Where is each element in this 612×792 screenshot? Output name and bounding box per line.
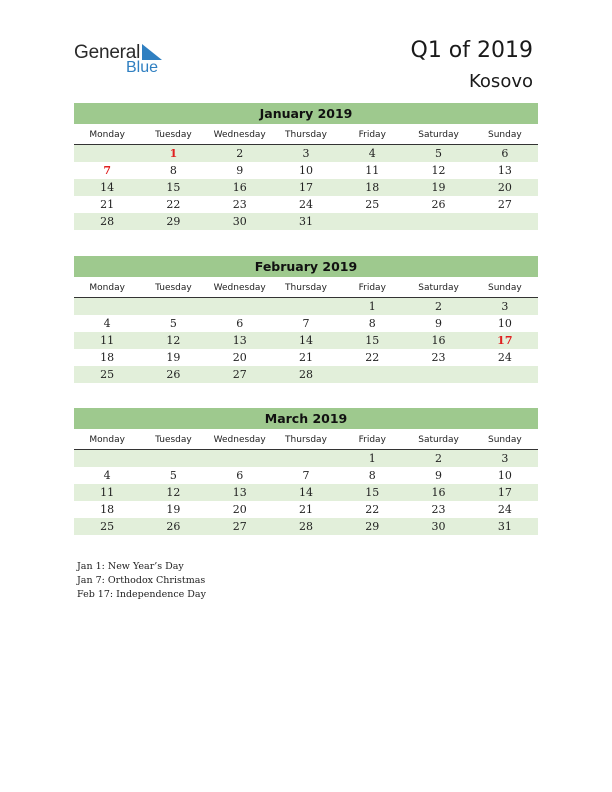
weekday-label: Monday [89, 283, 125, 293]
day-cell: 1 [368, 452, 376, 465]
day-cell: 1 [169, 147, 178, 160]
day-cell: 9 [435, 317, 443, 330]
day-cell: 31 [298, 215, 313, 228]
day-cell: 17 [497, 486, 512, 499]
day-cell: 15 [365, 486, 380, 499]
weekday-label: Saturday [418, 435, 459, 445]
day-cell: 21 [298, 351, 313, 364]
week-row [74, 366, 538, 383]
day-cell: 13 [232, 334, 247, 347]
day-cell: 3 [302, 147, 310, 160]
day-cell: 20 [232, 351, 247, 364]
empty-day-cell [74, 145, 140, 162]
day-cell: 26 [431, 198, 446, 211]
holiday-note: Feb 17: Independence Day [77, 589, 206, 600]
day-cell: 4 [103, 469, 111, 482]
month-calendar-january [74, 103, 538, 230]
logo [74, 42, 184, 78]
day-cell: 10 [298, 164, 313, 177]
day-cell: 9 [236, 164, 244, 177]
day-cell: 23 [232, 198, 247, 211]
day-cell: 16 [431, 334, 446, 347]
week-row [74, 501, 538, 518]
day-cell: 12 [166, 486, 181, 499]
weekday-label: Tuesday [155, 283, 192, 293]
day-cell: 12 [166, 334, 181, 347]
empty-day-cell [140, 450, 206, 467]
month-calendar-march [74, 408, 538, 535]
day-cell: 22 [365, 503, 380, 516]
day-cell: 16 [232, 181, 247, 194]
day-cell: 5 [169, 317, 177, 330]
logo-text-blue: Blue [126, 59, 159, 76]
day-cell: 26 [166, 368, 181, 381]
empty-day-cell [74, 298, 140, 315]
day-cell: 2 [236, 147, 244, 160]
day-cell: 8 [368, 469, 376, 482]
day-cell: 11 [100, 334, 115, 347]
day-cell: 23 [431, 351, 446, 364]
day-cell: 18 [100, 351, 115, 364]
weekday-label: Thursday [285, 130, 327, 140]
day-cell: 23 [431, 503, 446, 516]
day-cell: 28 [298, 520, 313, 533]
day-cell: 22 [365, 351, 380, 364]
weekday-label: Monday [89, 435, 125, 445]
week-row [74, 315, 538, 332]
day-cell: 15 [166, 181, 181, 194]
page-title: Q1 of 2019 [410, 38, 533, 63]
day-cell: 21 [100, 198, 115, 211]
day-cell: 11 [365, 164, 380, 177]
day-cell: 11 [100, 486, 115, 499]
day-cell: 4 [368, 147, 376, 160]
day-cell: 31 [497, 520, 512, 533]
day-cell: 22 [166, 198, 181, 211]
day-cell: 27 [232, 520, 247, 533]
weekday-header-row [74, 280, 538, 298]
empty-day-cell [339, 366, 405, 383]
week-rows [74, 145, 538, 230]
day-cell: 19 [166, 351, 181, 364]
day-cell: 2 [435, 300, 443, 313]
empty-day-cell [74, 450, 140, 467]
day-cell: 13 [497, 164, 512, 177]
weekday-label: Wednesday [213, 435, 266, 445]
weekday-label: Sunday [487, 283, 522, 293]
day-cell: 29 [365, 520, 380, 533]
weekday-label: Wednesday [213, 283, 266, 293]
day-cell: 27 [497, 198, 512, 211]
week-rows [74, 298, 538, 383]
empty-day-cell [273, 298, 339, 315]
empty-day-cell [472, 366, 538, 383]
logo-text-general: General [74, 42, 141, 63]
day-cell: 20 [497, 181, 512, 194]
day-cell: 21 [298, 503, 313, 516]
day-cell: 29 [166, 215, 181, 228]
week-rows [74, 450, 538, 535]
empty-day-cell [273, 450, 339, 467]
holiday-notes [77, 560, 206, 602]
week-row [74, 450, 538, 467]
weekday-header-row [74, 127, 538, 145]
week-row [74, 332, 538, 349]
day-cell: 7 [103, 164, 111, 177]
day-cell: 7 [302, 317, 310, 330]
holiday-note: Jan 7: Orthodox Christmas [77, 575, 206, 586]
week-row [74, 179, 538, 196]
month-header: February 2019 [74, 256, 538, 277]
week-row [74, 467, 538, 484]
day-cell: 17 [298, 181, 313, 194]
empty-day-cell [472, 213, 538, 230]
day-cell: 28 [100, 215, 115, 228]
week-row [74, 196, 538, 213]
weekday-label: Saturday [418, 130, 459, 140]
empty-day-cell [405, 366, 471, 383]
day-cell: 14 [100, 181, 115, 194]
day-cell: 14 [298, 334, 313, 347]
empty-day-cell [140, 298, 206, 315]
day-cell: 8 [368, 317, 376, 330]
empty-day-cell [405, 213, 471, 230]
day-cell: 14 [298, 486, 313, 499]
weekday-label: Saturday [418, 283, 459, 293]
weekday-label: Sunday [487, 130, 522, 140]
day-cell: 15 [365, 334, 380, 347]
weekday-label: Friday [358, 435, 386, 445]
week-row [74, 145, 538, 162]
day-cell: 5 [435, 147, 443, 160]
week-row [74, 518, 538, 535]
weekday-label: Thursday [285, 283, 327, 293]
holiday-note: Jan 1: New Year’s Day [77, 561, 184, 572]
day-cell: 19 [431, 181, 446, 194]
day-cell: 18 [365, 181, 380, 194]
day-cell: 13 [232, 486, 247, 499]
day-cell: 28 [298, 368, 313, 381]
day-cell: 25 [365, 198, 380, 211]
weekday-label: Sunday [487, 435, 522, 445]
day-cell: 24 [497, 503, 512, 516]
day-cell: 3 [501, 300, 509, 313]
day-cell: 10 [497, 317, 512, 330]
day-cell: 24 [497, 351, 512, 364]
day-cell: 19 [166, 503, 181, 516]
day-cell: 24 [298, 198, 313, 211]
day-cell: 30 [232, 215, 247, 228]
day-cell: 1 [368, 300, 376, 313]
day-cell: 6 [236, 469, 244, 482]
empty-day-cell [207, 450, 273, 467]
week-row [74, 298, 538, 315]
weekday-label: Friday [358, 283, 386, 293]
month-header: January 2019 [74, 103, 538, 124]
week-row [74, 162, 538, 179]
day-cell: 30 [431, 520, 446, 533]
weekday-label: Wednesday [213, 130, 266, 140]
day-cell: 6 [236, 317, 244, 330]
month-calendar-february [74, 256, 538, 383]
week-row [74, 349, 538, 366]
day-cell: 12 [431, 164, 446, 177]
day-cell: 25 [100, 520, 115, 533]
week-row [74, 484, 538, 501]
day-cell: 26 [166, 520, 181, 533]
weekday-label: Monday [89, 130, 125, 140]
day-cell: 2 [435, 452, 443, 465]
day-cell: 9 [435, 469, 443, 482]
day-cell: 27 [232, 368, 247, 381]
week-row [74, 213, 538, 230]
empty-day-cell [207, 298, 273, 315]
weekday-header-row [74, 432, 538, 450]
day-cell: 20 [232, 503, 247, 516]
month-header: March 2019 [74, 408, 538, 429]
empty-day-cell [339, 213, 405, 230]
day-cell: 5 [169, 469, 177, 482]
weekday-label: Tuesday [155, 130, 192, 140]
day-cell: 6 [501, 147, 509, 160]
day-cell: 10 [497, 469, 512, 482]
day-cell: 8 [169, 164, 177, 177]
day-cell: 18 [100, 503, 115, 516]
weekday-label: Thursday [285, 435, 327, 445]
day-cell: 3 [501, 452, 509, 465]
day-cell: 17 [497, 334, 513, 347]
country-name: Kosovo [469, 71, 533, 92]
weekday-label: Tuesday [155, 435, 192, 445]
day-cell: 16 [431, 486, 446, 499]
day-cell: 4 [103, 317, 111, 330]
day-cell: 25 [100, 368, 115, 381]
day-cell: 7 [302, 469, 310, 482]
weekday-label: Friday [358, 130, 386, 140]
